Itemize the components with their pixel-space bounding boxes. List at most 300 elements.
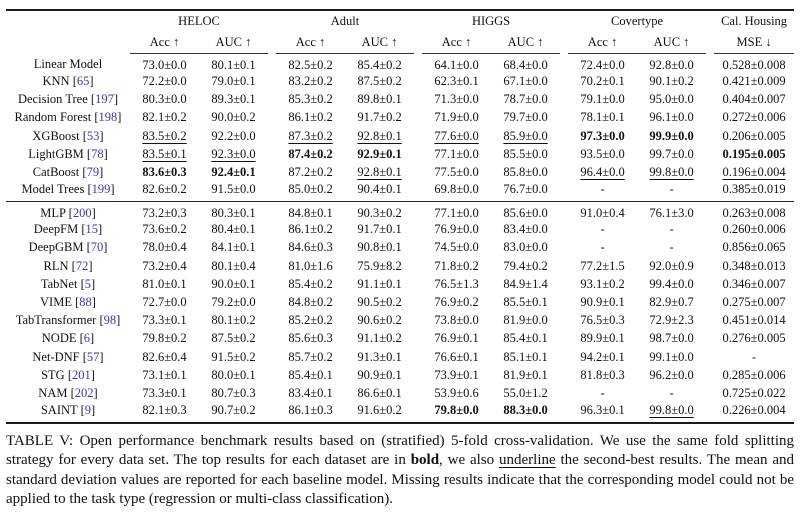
citation-link[interactable]: 15 [85,222,99,237]
metric-cell: - [751,349,757,364]
metric-cell: 80.1±0.4 [211,258,256,273]
metric-cell: 0.451±0.014 [722,313,786,328]
column-spacer [414,53,422,73]
caption-text: the second-best results. The mean and standard deviation values are reported for each baseline model. Missing results indicate that the corresponding model could not be applied to the task type (regression or multi-class classification). [6,452,794,507]
column-spacer [414,163,422,181]
column-spacer [268,53,276,73]
column-spacer [414,109,422,127]
metric-cell: 86.6±0.1 [357,385,402,400]
caption-bold-word: bold [410,452,440,468]
table-row [6,348,794,366]
metric-header: AUC ↑ [345,32,414,53]
metric-cell: 93.1±0.2 [580,276,625,291]
column-spacer [414,348,422,366]
metric-cell: 76.5±0.3 [580,313,625,328]
column-spacer [706,293,714,311]
column-spacer [706,348,714,366]
column-spacer [560,366,568,384]
metric-cell: 71.9±0.0 [434,110,479,125]
second-best-result-value: 99.8±0.0 [649,402,694,417]
citation-bracket-close: ] [90,402,96,417]
column-spacer [268,10,276,32]
citation-bracket-close: ] [116,313,121,328]
metric-cell: 85.4±0.2 [288,276,333,291]
citation-link[interactable]: 98 [103,313,117,328]
metric-cell [276,127,345,145]
table-row [6,330,794,348]
column-spacer [706,384,714,402]
table-row [6,201,794,221]
metric-cell: - [669,240,674,255]
table-row [6,275,794,293]
metric-cell: 77.2±1.5 [580,258,625,273]
metric-cell: 86.1±0.2 [288,110,333,125]
metric-cell: 90.5±0.2 [357,294,402,309]
metric-cell [491,127,560,145]
table-row [6,182,794,202]
column-spacer [414,312,422,330]
metric-cell [199,145,268,163]
model-name: NODE [41,331,77,346]
table-section-deep-models [6,201,794,422]
benchmark-table [6,9,794,424]
column-spacer [706,127,714,145]
metric-cell [422,127,491,145]
citation-link[interactable]: 70 [90,240,104,255]
metric-cell: 96.2±0.0 [649,367,694,382]
citation-bracket-open: [ [75,294,80,309]
metric-cell: 91.7±0.2 [357,110,402,125]
citation-bracket-close: ] [90,367,95,382]
metric-cell: 83.4±0.0 [503,222,548,237]
column-spacer [268,275,276,293]
column-spacer [560,10,568,32]
metric-cell: 84.9±1.4 [503,276,548,291]
metric-cell: 85.6±0.3 [288,331,333,346]
metric-cell: 91.3±0.1 [357,349,402,364]
model-label-cell [6,366,130,384]
metric-cell: 99.7±0.0 [649,146,694,161]
column-spacer [414,201,422,221]
citation-link[interactable]: 57 [86,349,100,364]
model-name: Random Forest [14,110,92,125]
metric-cell: 0.272±0.006 [722,110,786,125]
model-label-cell [6,239,130,257]
model-name: Decision Tree [17,92,88,107]
citation-link[interactable]: 79 [86,165,100,180]
metric-cell: 77.1±0.0 [434,146,479,161]
metric-cell: 0.404±0.007 [722,92,786,107]
model-name: NAM [38,385,68,400]
metric-cell: 85.3±0.2 [288,92,333,107]
column-spacer [414,293,422,311]
citation-bracket-close: ] [89,74,94,89]
metric-cell: 82.9±0.7 [649,294,694,309]
metric-cell: 0.263±0.008 [722,205,786,220]
column-spacer [560,73,568,91]
citation-link[interactable]: 88 [79,294,92,309]
metric-cell: 80.0±0.1 [211,367,256,382]
citation-bracket-open: [ [82,349,87,364]
metric-cell [345,163,414,181]
dataset-header: Cal. Housing [721,14,788,28]
metric-cell: 90.6±0.2 [357,313,402,328]
column-spacer [268,201,276,221]
metric-cell: 77.5±0.0 [434,165,479,180]
column-spacer [706,32,714,53]
column-spacer [268,127,276,145]
metric-header: Acc ↑ [422,32,491,53]
column-spacer [706,73,714,91]
column-spacer [706,53,714,73]
model-name: KNN [42,74,70,89]
citation-bracket-open: [ [72,74,77,89]
metric-cell: 78.1±0.1 [580,110,625,125]
model-label-cell [6,53,130,73]
metric-cell: 89.3±0.1 [211,92,256,107]
model-label-cell [6,257,130,275]
table-row [6,384,794,402]
column-spacer [414,145,422,163]
column-spacer [268,163,276,181]
metric-cell: 87.5±0.2 [357,74,402,89]
citation-link[interactable]: 65 [76,74,90,89]
metric-cell: 91.1±0.2 [357,331,402,346]
column-spacer [268,312,276,330]
column-spacer [414,257,422,275]
model-label-cell [6,182,130,202]
metric-cell: 79.1±0.0 [580,92,625,107]
column-spacer [268,182,276,202]
table-row [6,403,794,423]
citation-bracket-close: ] [99,128,104,143]
citation-bracket-close: ] [91,294,96,309]
metric-cell: 85.7±0.2 [288,349,333,364]
citation-link[interactable]: 72 [75,258,89,273]
citation-link[interactable]: 197 [95,92,114,107]
column-spacer [560,145,568,163]
metric-cell: 79.7±0.0 [503,110,548,125]
metric-cell [130,163,199,181]
metric-cell: 84.6±0.3 [288,240,333,255]
citation-link[interactable]: 201 [72,367,91,382]
metric-cell: 82.1±0.3 [142,402,187,417]
metric-cell: 90.1±0.2 [649,74,694,89]
citation-link[interactable]: 5 [84,276,91,291]
metric-cell: 79.8±0.2 [142,331,187,346]
column-spacer [268,330,276,348]
column-spacer [560,201,568,221]
table-row [6,109,794,127]
metric-cell: 73.1±0.1 [142,367,187,382]
citation-bracket-close: ] [90,331,95,346]
metric-cell: 82.6±0.2 [142,181,187,196]
model-name: DeepFM [33,222,79,237]
column-spacer [560,163,568,181]
column-spacer [706,109,714,127]
metric-cell: 73.9±0.1 [434,367,479,382]
second-best-result-value: 92.8±0.1 [357,165,402,180]
table-header [6,10,794,53]
citation-bracket-close: ] [91,205,96,220]
metric-cell: 76.6±0.1 [434,349,479,364]
column-spacer [560,293,568,311]
metric-cell: 91.5±0.0 [211,181,256,196]
metric-cell: 0.856±0.065 [722,240,786,255]
dataset-header-row [6,10,794,32]
column-spacer [268,239,276,257]
metric-header-row [6,32,794,53]
metric-cell [568,127,637,145]
metric-cell: 0.385±0.019 [722,181,786,196]
citation-link[interactable]: 198 [98,110,118,125]
column-spacer [414,221,422,239]
citation-bracket-open: [ [80,402,85,417]
metric-cell: 0.346±0.007 [722,276,786,291]
metric-header: Acc ↑ [130,32,199,53]
citation-link[interactable]: 200 [72,205,92,220]
metric-cell: - [600,181,605,196]
metric-cell: 91.7±0.1 [357,222,402,237]
metric-cell: 0.725±0.022 [722,385,786,400]
metric-cell: 85.4±0.1 [288,367,333,382]
metric-cell: 81.0±1.6 [288,258,333,273]
metric-cell: 76.5±1.3 [434,276,479,291]
citation-bracket-close: ] [88,258,93,273]
model-label-cell [6,73,130,91]
metric-cell: 76.9±0.2 [434,294,479,309]
citation-bracket-close: ] [117,110,122,125]
table-row [6,73,794,91]
metric-cell: 85.8±0.0 [503,165,548,180]
metric-cell: 82.6±0.4 [142,349,187,364]
citation-bracket-close: ] [110,181,115,196]
metric-cell: 83.2±0.2 [288,74,333,89]
metric-cell: 99.1±0.0 [649,349,694,364]
metric-cell: 91.1±0.1 [357,276,402,291]
metric-cell: 92.2±0.0 [211,128,256,143]
table-row [6,127,794,145]
best-result-value: 99.9±0.0 [649,128,694,143]
column-spacer [706,366,714,384]
metric-cell: 92.8±0.0 [649,57,694,72]
metric-header: AUC ↑ [199,32,268,53]
model-label-cell [6,109,130,127]
model-label-cell [6,403,130,423]
second-best-result-value: 85.9±0.0 [503,128,548,143]
metric-cell: 53.9±0.6 [434,385,479,400]
model-name: RLN [43,258,69,273]
metric-cell: 80.7±0.3 [211,385,256,400]
second-best-result-value: 83.5±0.2 [142,128,187,143]
metric-cell: 0.226±0.004 [722,402,786,417]
metric-cell: 73.3±0.1 [142,385,187,400]
metric-cell: - [669,385,674,400]
table-row [6,221,794,239]
best-result-value: 87.4±0.2 [288,146,333,161]
citation-bracket-open: [ [90,92,96,107]
column-spacer [560,275,568,293]
metric-cell: 78.0±0.4 [142,240,187,255]
metric-cell: 72.9±2.3 [649,313,694,328]
metric-cell: 90.7±0.2 [211,402,256,417]
second-best-result-value: 96.4±0.0 [580,165,625,180]
column-spacer [560,221,568,239]
metric-cell: 55.0±1.2 [503,385,548,400]
model-label-cell [6,221,130,239]
metric-cell [345,145,414,163]
model-label-cell [6,145,130,163]
metric-cell: 73.2±0.4 [142,258,187,273]
column-spacer [706,163,714,181]
metric-cell: 72.4±0.0 [580,57,625,72]
citation-bracket-close: ] [93,385,98,400]
metric-cell: 73.0±0.0 [142,57,187,72]
metric-header: MSE ↓ [714,32,794,53]
model-name: MLP [40,205,66,220]
metric-cell: 90.9±0.1 [580,294,625,309]
metric-cell: 73.3±0.1 [142,313,187,328]
citation-link[interactable]: 78 [91,146,104,161]
model-label-cell [6,384,130,402]
metric-cell: 85.4±0.1 [503,331,548,346]
table-row [6,257,794,275]
metric-cell: 91.6±0.2 [357,402,402,417]
model-label-cell [6,312,130,330]
column-spacer [706,257,714,275]
metric-cell: 82.1±0.2 [142,110,187,125]
column-spacer [414,366,422,384]
metric-cell: 80.1±0.1 [211,57,256,72]
column-spacer [268,32,276,53]
metric-header: Acc ↑ [568,32,637,53]
table-row [6,312,794,330]
metric-cell: 98.7±0.0 [649,331,694,346]
metric-cell: 94.2±0.1 [580,349,625,364]
best-result-value: 0.195±0.005 [722,146,786,161]
metric-cell: 85.2±0.2 [288,313,333,328]
metric-cell: 0.260±0.006 [722,222,786,237]
metric-cell: 79.2±0.0 [211,294,256,309]
model-name: VIME [40,294,72,309]
metric-cell: 85.1±0.1 [503,349,548,364]
column-spacer [414,32,422,53]
column-spacer [268,366,276,384]
metric-cell: 73.6±0.2 [142,222,187,237]
column-spacer [268,293,276,311]
citation-link[interactable]: 6 [83,331,91,346]
metric-cell: 70.2±0.1 [580,74,625,89]
column-spacer [560,312,568,330]
table-row [6,366,794,384]
metric-cell: 80.4±0.1 [211,222,256,237]
metric-cell: 71.3±0.0 [434,92,479,107]
model-name: Model Trees [21,181,85,196]
metric-cell [637,127,706,145]
column-spacer [560,182,568,202]
column-spacer [560,91,568,109]
corner-cell [6,32,130,53]
model-label-cell [6,293,130,311]
column-spacer [706,275,714,293]
metric-cell: 84.8±0.2 [288,294,333,309]
metric-cell: - [600,240,605,255]
column-spacer [706,330,714,348]
metric-header: AUC ↑ [637,32,706,53]
table-row [6,293,794,311]
table-row [6,163,794,181]
model-label-cell [6,127,130,145]
metric-cell: 73.8±0.0 [434,313,479,328]
corner-cell [6,10,130,32]
metric-cell [568,163,637,181]
column-spacer [560,127,568,145]
second-best-result-value: 87.3±0.2 [288,128,333,143]
metric-cell: 85.5±0.1 [503,294,548,309]
column-spacer [414,330,422,348]
metric-cell: 79.4±0.2 [503,258,548,273]
citation-bracket-open: [ [86,240,91,255]
metric-cell [637,163,706,181]
citation-link[interactable]: 202 [74,385,94,400]
metric-cell: 85.4±0.2 [357,57,402,72]
citation-bracket-open: [ [70,385,75,400]
citation-bracket-open: [ [81,222,86,237]
second-best-result-value: 99.8±0.0 [649,165,694,180]
citation-bracket-close: ] [103,240,108,255]
caption-text: TABLE V: Open performance benchmark results based on (stratified) 5-fold cross-validation. We use the same fold splitting strategy for every data set. The top results for each dataset are in [6,432,794,468]
metric-cell: 79.0±0.1 [211,74,256,89]
column-spacer [706,312,714,330]
model-label-cell [6,330,130,348]
model-name: XGBoost [32,128,80,143]
metric-cell: 86.1±0.3 [288,402,333,417]
table-section-classical-models [6,53,794,201]
column-spacer [414,10,422,32]
metric-cell: 73.2±0.3 [142,205,187,220]
dataset-header: HELOC [178,14,220,28]
metric-cell: 0.528±0.008 [722,57,786,72]
table-row [6,91,794,109]
citation-bracket-open: [ [68,205,73,220]
citation-link[interactable]: 9 [84,402,91,417]
second-best-result-value: 92.3±0.0 [211,146,256,161]
model-name: TabNet [40,276,78,291]
metric-cell: 87.2±0.2 [288,165,333,180]
column-spacer [706,91,714,109]
citation-link[interactable]: 53 [86,128,100,143]
column-spacer [268,91,276,109]
column-spacer [414,91,422,109]
citation-bracket-open: [ [87,181,92,196]
citation-bracket-open: [ [82,128,87,143]
citation-bracket-open: [ [94,110,99,125]
metric-cell: 90.4±0.1 [357,181,402,196]
metric-header: AUC ↑ [491,32,560,53]
column-spacer [560,348,568,366]
citation-bracket-close: ] [113,92,118,107]
metric-cell: 80.3±0.0 [142,92,187,107]
table-row [6,239,794,257]
metric-cell: 85.5±0.0 [503,146,548,161]
metric-cell: 0.276±0.005 [722,331,786,346]
model-label-cell [6,275,130,293]
column-spacer [414,73,422,91]
metric-cell: 77.1±0.0 [434,205,479,220]
metric-cell: 90.0±0.2 [211,110,256,125]
citation-bracket-close: ] [90,276,96,291]
citation-link[interactable]: 199 [91,181,111,196]
